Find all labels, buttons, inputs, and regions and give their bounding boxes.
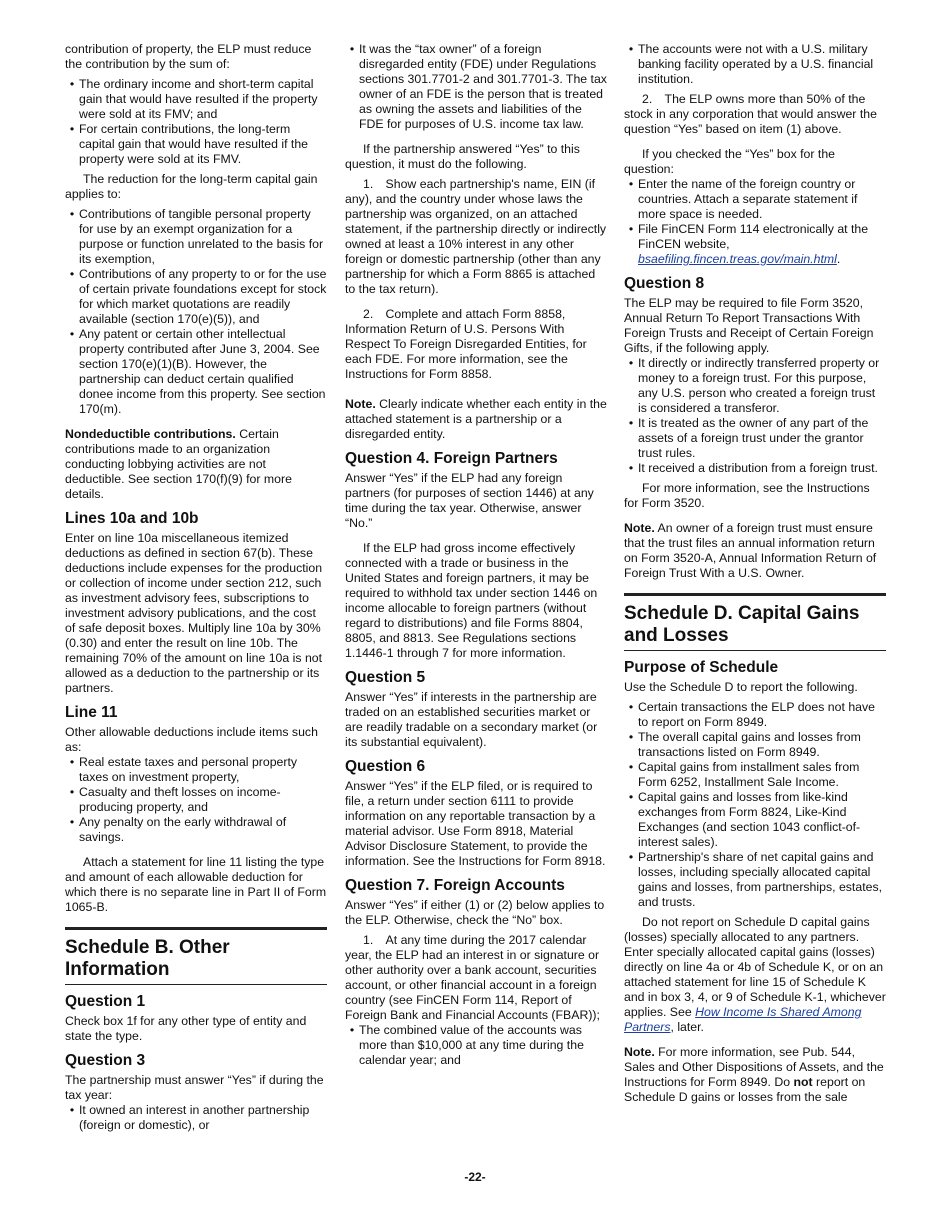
paragraph: Use the Schedule D to report the following. xyxy=(624,680,858,694)
nondeductible-paragraph xyxy=(65,427,327,502)
bullet-item: • Capital gains and losses from like-kind exchanges from Form 8824, Like-Kind Exchanges (and section 1043 conflict-of-interest sales). xyxy=(624,790,886,850)
paragraph: Answer “Yes” if interests in the partnership are traded on an established securities market or are readily tradable on a secondary market (or its substantial equivalent). xyxy=(345,690,598,749)
paragraph-text: For more information, see Pub. 544, Sales and Other Dispositions of Assets, and the Instructions for Form 8949. Do xyxy=(624,1045,884,1089)
paragraph-specially-allocated xyxy=(624,915,886,1035)
paragraph: Answer “Yes” if the ELP had any foreign partners (for purposes of section 1446) at any time during the tax year. Otherwise, answer “No.” xyxy=(345,471,594,530)
note-label: Note. xyxy=(345,397,376,411)
heading-purpose-of-schedule: Purpose of Schedule xyxy=(624,659,779,676)
bullet-item: • Partnership's share of net capital gains and losses, including specially allocated capital gains and losses, from partnerships, estates, and trusts. xyxy=(624,850,886,910)
bullet-item: • Contributions of any property to or for the use of certain private foundations except for stock for which market quotations are readily available (section 170(e)(5)), and xyxy=(65,267,327,327)
note-paragraph xyxy=(624,521,886,581)
bullet-item: • It was the “tax owner” of a foreign disregarded entity (FDE) under Regulations sections 301.7701-2 and 301.7701-3. The tax owner of an FDE is the person that is treated as owning the assets and liabilities of the FDE for purposes of U.S. income tax law. xyxy=(345,42,607,132)
heading-question-7: Question 7. Foreign Accounts xyxy=(345,877,565,894)
run-in-heading: Nondeductible contributions. xyxy=(65,427,236,441)
bullet-item: • Any patent or certain other intellectual property contributed after June 3, 2004. See section 170(e)(1)(B). However, the partnership can deduct certain qualified donee income from this property. See section 170(m). xyxy=(65,327,327,417)
paragraph: If the ELP had gross income effectively connected with a trade or business in the United States and foreign partners, it may be required to withhold tax under section 1446 on income allocable to foreign partners (without regard to distributions) and file Forms 8804, 8805, and 8813. See Regulations sections 1.1446-1 through 7 for more information. xyxy=(345,541,598,660)
paragraph: Enter on line 10a miscellaneous itemized deductions as defined in section 67(b). These deductions include expenses for the production or collection of income under section 212, such as investment advisory fees, subscriptions to investment advisory publications, and the cost of safe deposit boxes. Multiply line 10a by 30% (0.30) and enter the result on line 10b. The remaining 70% of the amount on line 10a is not allowed as a deduction to the partnership or its partners. xyxy=(65,531,323,695)
paragraph: Other allowable deductions include items such as: xyxy=(65,725,318,754)
paragraph: Attach a statement for line 11 listing the type and amount of each allowable deduction for which there is no separate line in Part II of Form 1065-B. xyxy=(65,855,327,914)
heading-question-1: Question 1 xyxy=(65,993,146,1010)
paragraph: If the partnership answered “Yes” to this question, it must do the following. xyxy=(345,142,580,171)
paragraph-text-end: report on Schedule D gains or losses from the sale xyxy=(624,1075,866,1104)
paragraph-text: Do not report on Schedule D capital gains (losses) specially allocated to any partners. Enter specially allocated capital gains (losses) directly on line 4a or 4b of Schedule K, or on an attached statement for line 15 of Schedule K and in box 3, 4, or 9 of Schedule K-1, whichever applies. See xyxy=(624,915,886,1019)
paragraph-text: An owner of a foreign trust must ensure that the trust files an annual information return on Form 3520-A, Annual Information Return of Foreign Trust With a U.S. Owner. xyxy=(624,521,877,580)
paragraph-text: Clearly indicate whether each entity in the attached statement is a partnership or a disregarded entity. xyxy=(345,397,607,441)
page-number: -22- xyxy=(464,1170,486,1184)
bullet-item-fincen xyxy=(624,222,886,267)
paragraph-text: Certain contributions made to an organization conducting lobbying activities are not deductible. See section 170(f)(9) for more details. xyxy=(65,427,292,501)
emphasis-not: not xyxy=(793,1075,813,1089)
bullet-item: • For certain contributions, the long-term capital gain that would have resulted if the property were sold at its FMV. xyxy=(65,122,327,167)
bullet-text: File FinCEN Form 114 electronically at the FinCEN website, xyxy=(638,222,869,251)
heading-schedule-b: Schedule B. Other Information xyxy=(65,927,327,985)
bullet-item: • Any penalty on the early withdrawal of savings. xyxy=(65,815,327,845)
bullet-item: • Contributions of tangible personal property for use by an exempt organization for a purpose or function unrelated to the basis for its exemption, xyxy=(65,207,327,267)
bullet-item: • It is treated as the owner of any part of the assets of a foreign trust under the grantor trust rules. xyxy=(624,416,886,461)
paragraph: The ELP may be required to file Form 3520, Annual Return To Report Transactions With Foreign Trusts and Receipt of Certain Foreign Gifts, if the following apply. xyxy=(624,296,874,355)
bullet-item: • The overall capital gains and losses from transactions listed on Form 8949. xyxy=(624,730,886,760)
paragraph: The reduction for the long-term capital gain applies to: xyxy=(65,172,318,201)
column-1 xyxy=(65,42,327,1133)
bullet-item: • Casualty and theft losses on income-producing property, and xyxy=(65,785,327,815)
heading-question-4: Question 4. Foreign Partners xyxy=(345,450,558,467)
column-2 xyxy=(345,42,607,1068)
bullet-item: • Certain transactions the ELP does not have to report on Form 8949. xyxy=(624,700,886,730)
paragraph-text-end: , later. xyxy=(670,1020,704,1034)
numbered-item: 1. Show each partnership's name, EIN (if any), and the country under whose laws the partnership was organized, on an attached statement, if the partnership directly or indirectly owned at least a 10% interest in any other foreign or domestic partnership (other than any partnership for which a Form 8865 is attached to the tax return). xyxy=(345,177,607,296)
how-income-shared-link[interactable]: How Income Is Shared Among Partners xyxy=(624,1005,862,1034)
paragraph: Answer “Yes” if either (1) or (2) below applies to the ELP. Otherwise, check the “No” box. xyxy=(345,898,605,927)
paragraph: The partnership must answer “Yes” if during the tax year: xyxy=(65,1073,324,1102)
column-3 xyxy=(624,42,886,1110)
heading-schedule-d: Schedule D. Capital Gains and Losses xyxy=(624,593,886,651)
numbered-item: 2. Complete and attach Form 8858, Information Return of U.S. Persons With Respect To Foreign Disregarded Entities, for each FDE. For more information, see the Instructions for Form 8858. xyxy=(345,307,587,381)
paragraph: Check box 1f for any other type of entity and state the type. xyxy=(65,1014,307,1043)
bullet-item: • Capital gains from installment sales from Form 6252, Installment Sale Income. xyxy=(624,760,886,790)
heading-question-5: Question 5 xyxy=(345,669,426,686)
paragraph: contribution of property, the ELP must reduce the contribution by the sum of: xyxy=(65,42,312,71)
bullet-item: • It directly or indirectly transferred property or money to a foreign trust. For this purpose, any U.S. person who created a foreign trust is considered a transferor. xyxy=(624,356,886,416)
note-paragraph xyxy=(624,1045,886,1105)
bullet-item: • The combined value of the accounts was more than $10,000 at any time during the calendar year; and xyxy=(345,1023,607,1068)
paragraph: Answer “Yes” if the ELP filed, or is required to file, a return under section 6111 to provide information on any reportable transaction by a material advisor. Use Form 8918, Material Advisor Disclosure Statement, to provide the information. See the Instructions for Form 8918. xyxy=(345,779,606,868)
bullet-item: • It owned an interest in another partnership (foreign or domestic), or xyxy=(65,1103,327,1133)
heading-question-8: Question 8 xyxy=(624,275,705,292)
heading-question-6: Question 6 xyxy=(345,758,426,775)
paragraph: If you checked the “Yes” box for the question: xyxy=(624,147,835,176)
note-label: Note. xyxy=(624,521,655,535)
bullet-item: • Real estate taxes and personal property taxes on investment property, xyxy=(65,755,327,785)
bullet-item: • Enter the name of the foreign country or countries. Attach a separate statement if more space is needed. xyxy=(624,177,886,222)
bullet-text-end: . xyxy=(836,252,841,266)
fincen-link[interactable]: bsaefiling.fincen.treas.gov/main.html xyxy=(638,252,837,266)
numbered-item: 2. The ELP owns more than 50% of the stock in any corporation that would answer the question “Yes” based on item (1) above. xyxy=(624,92,877,136)
bullet-item: • The accounts were not with a U.S. military banking facility operated by a U.S. financial institution. xyxy=(624,42,886,87)
note-label: Note. xyxy=(624,1045,655,1059)
heading-question-3: Question 3 xyxy=(65,1052,146,1069)
bullet-item: • It received a distribution from a foreign trust. xyxy=(624,461,886,476)
heading-line-11: Line 11 xyxy=(65,704,118,721)
bullet-item: • The ordinary income and short-term capital gain that would have resulted if the property were sold at its FMV; and xyxy=(65,77,327,122)
heading-lines-10a-10b: Lines 10a and 10b xyxy=(65,510,199,527)
note-paragraph xyxy=(345,397,607,442)
paragraph: For more information, see the Instructions for Form 3520. xyxy=(624,481,870,510)
numbered-item: 1. At any time during the 2017 calendar year, the ELP had an interest in or signature or other authority over a bank account, securities account, or other financial account in a foreign country (see FinCEN Form 114, Report of Foreign Bank and Financial Accounts (FBAR)); xyxy=(345,933,600,1022)
